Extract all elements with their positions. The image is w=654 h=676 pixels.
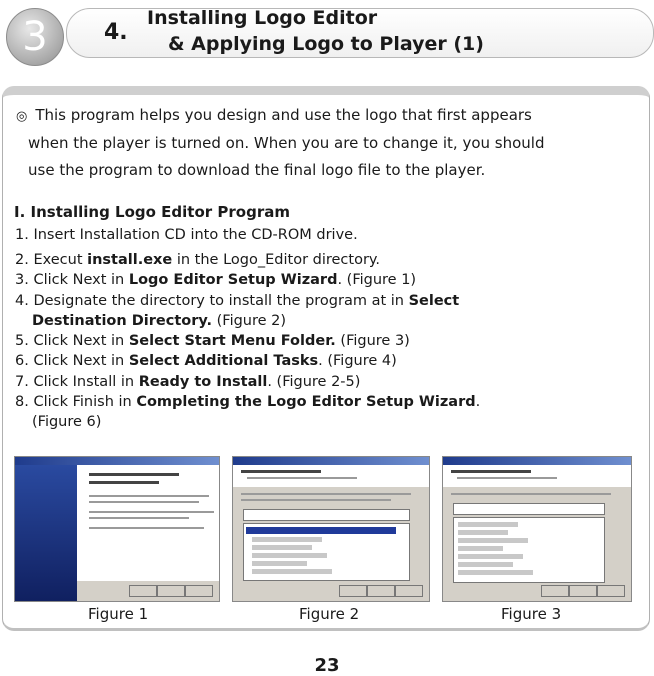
step-text: in the Logo_Editor directory. [172,252,381,268]
figure-1-caption: Figure 1 [88,605,149,623]
step-text: 3. Click Next in [15,272,129,288]
step-7 [15,374,360,390]
step-1 [15,227,358,243]
figure-2-screenshot [232,456,430,602]
section-heading: I. Installing Logo Editor Program [14,203,290,221]
step-text: . [475,394,481,410]
step-text: 1. Insert Installation CD into the CD-ROM drive. [15,227,358,243]
step-text: . (Figure 2-5) [267,374,361,390]
step-text: (Figure 6) [32,414,102,430]
step-2 [15,252,380,268]
page-title-line1: Installing Logo Editor [147,7,378,29]
step-3 [15,272,416,288]
step-bold: Completing the Logo Editor Setup Wizard [136,394,476,410]
step-bold: Logo Editor Setup Wizard [128,272,338,288]
step-text: 6. Click Next in [15,353,129,369]
page-title-line2: & Applying Logo to Player (1) [168,33,484,55]
step-bold: Select Additional Tasks [128,353,319,369]
step-text: 4. Designate the directory to install the program at in [15,293,409,309]
section-number: 4. [104,20,128,45]
step-text: 5. Click Next in [15,333,129,349]
intro-line3: use the program to download the final logo file to the player. [28,161,486,179]
bullet-icon: ◎ [16,109,28,124]
step-4-cont [32,313,286,329]
step-text: . (Figure 1) [337,272,417,288]
step-4 [15,293,459,309]
figure-2-caption: Figure 2 [299,605,360,623]
step-6 [15,353,397,369]
step-bold: Ready to Install [138,374,268,390]
step-text: 7. Click Install in [15,374,139,390]
intro-line2: when the player is turned on. When you are to change it, you should [28,134,545,152]
figure-3-caption: Figure 3 [501,605,562,623]
step-bold: Select [408,293,460,309]
step-bold: Destination Directory. [32,313,213,329]
step-text: . (Figure 4) [318,353,397,369]
step-8-cont [32,414,101,430]
step-text: (Figure 3) [335,333,410,349]
chapter-number-badge [6,8,64,66]
step-bold: install.exe [87,252,173,268]
chapter-number: 3 [22,14,48,60]
step-text: 2. Execut [15,252,88,268]
page-number: 23 [314,655,340,676]
intro-paragraph [16,102,632,184]
step-8 [15,394,480,410]
figure-1-screenshot [14,456,220,602]
step-text: 8. Click Finish in [15,394,137,410]
step-bold: Select Start Menu Folder. [128,333,336,349]
step-text: (Figure 2) [212,313,287,329]
figure-3-screenshot [442,456,632,602]
intro-line1: This program helps you design and use the logo that first appears [35,106,532,124]
step-5 [15,333,410,349]
